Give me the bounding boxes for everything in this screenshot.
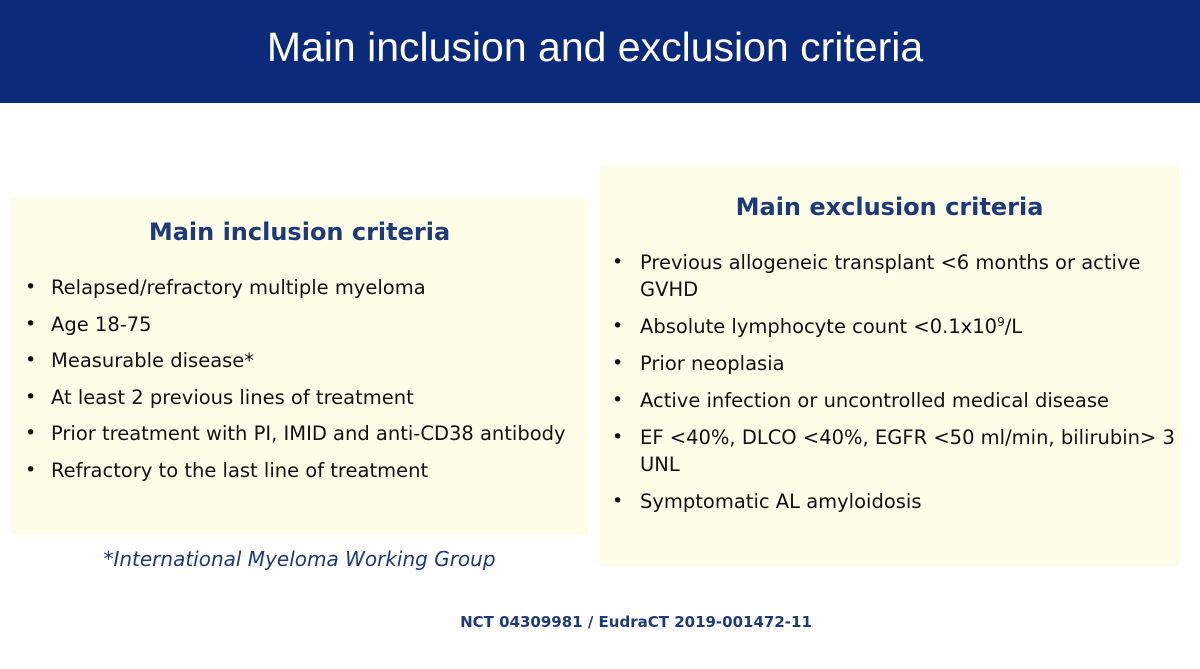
bullet-icon: • [612, 251, 624, 273]
inclusion-item-text: Refractory to the last line of treatment [51, 458, 429, 482]
exclusion-panel [600, 167, 1179, 566]
bullet-icon: • [25, 385, 37, 408]
bullet-icon: • [25, 458, 37, 481]
exclusion-item-text: Active infection or uncontrolled medical disease [640, 389, 1110, 412]
inclusion-list [11, 274, 588, 493]
inclusion-item-text: Prior treatment with PI, IMID and anti-CD38 antibody [51, 422, 566, 445]
title-bar [0, 0, 1200, 103]
bullet-icon: • [612, 352, 624, 374]
footnote: *International Myeloma Working Group [103, 547, 496, 571]
inclusion-panel [11, 199, 588, 535]
list-item [600, 488, 1175, 515]
list-item [600, 313, 1175, 340]
exclusion-item-text: Previous allogeneic transplant <6 months or active GVHD [640, 251, 1141, 301]
bullet-icon: • [612, 426, 624, 448]
list-item [11, 347, 588, 374]
exclusion-item-text: EF <40%, DLCO <40%, EGFR <50 ml/min, bilirubin> 3 UNL [640, 426, 1175, 476]
list-item [600, 249, 1175, 303]
exclusion-item-text: Absolute lymphocyte count $<0.1x10^9/L$ [640, 315, 1023, 338]
inclusion-item-text: Measurable disease* [51, 349, 255, 372]
list-item [11, 420, 588, 447]
list-item [600, 387, 1175, 414]
exclusion-item-text: Symptomatic AL amyloidosis [640, 490, 922, 513]
inclusion-heading: Main inclusion criteria [148, 218, 451, 246]
exclusion-list [600, 249, 1175, 525]
list-item [11, 311, 588, 338]
bullet-icon: • [25, 312, 37, 335]
list-item [600, 424, 1175, 478]
list-item [11, 457, 588, 484]
list-item [11, 384, 588, 411]
list-item [600, 350, 1175, 377]
inclusion-item-text: Relapsed/refractory multiple myeloma [51, 276, 426, 299]
bullet-icon: • [612, 490, 624, 512]
bullet-icon: • [612, 315, 624, 337]
exclusion-item-text: Prior neoplasia [640, 352, 785, 375]
slide-title: Main inclusion and exclusion criteria [266, 24, 924, 70]
bullet-icon: • [612, 389, 624, 411]
exclusion-heading: Main exclusion criteria [735, 193, 1044, 221]
bullet-icon: • [25, 276, 37, 298]
trial-identifier: NCT 04309981 / EudraCT 2019-001472-11 [460, 613, 812, 631]
list-item [11, 274, 588, 301]
bullet-icon: • [25, 422, 37, 444]
bullet-icon: • [25, 349, 37, 371]
inclusion-item-text: Age 18-75 [51, 312, 152, 336]
inclusion-item-text: At least 2 previous lines of treatment [51, 385, 414, 409]
